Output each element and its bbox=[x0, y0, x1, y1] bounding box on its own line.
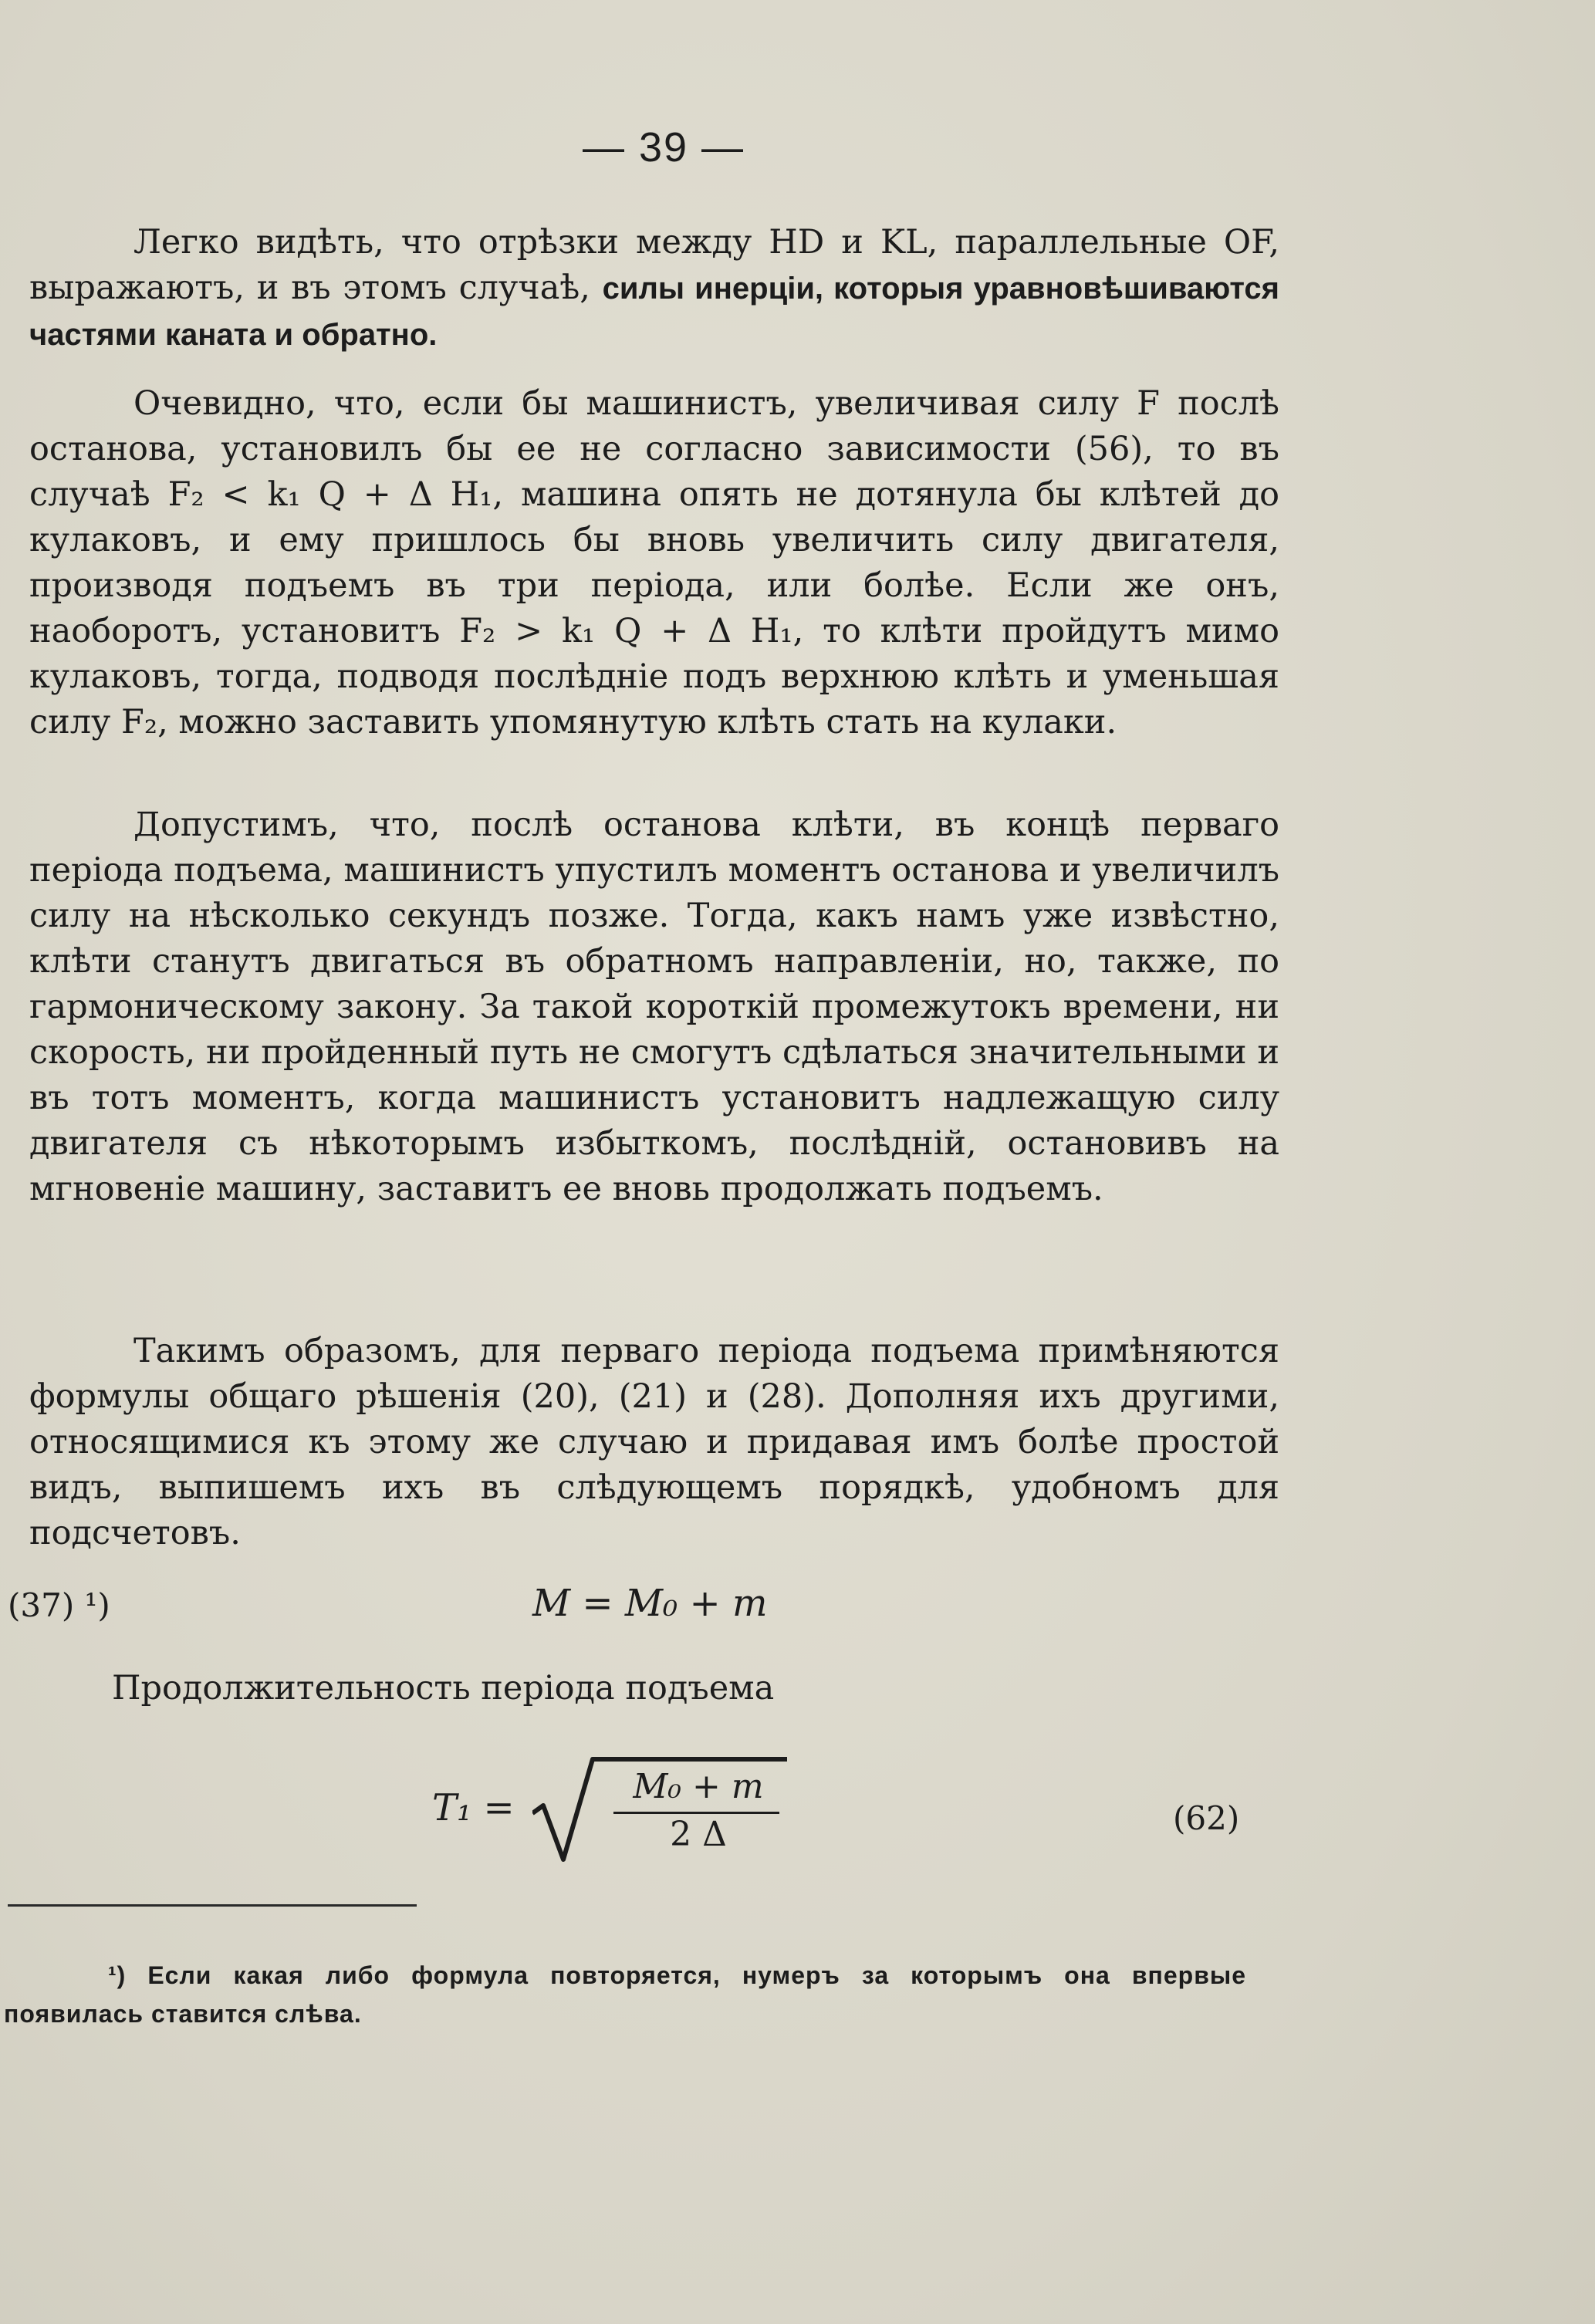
equation-37-formula: M = M₀ + m bbox=[532, 1582, 768, 1625]
footnote-separator bbox=[8, 1904, 417, 1907]
fraction-bar bbox=[613, 1812, 779, 1814]
paragraph-4 bbox=[29, 1329, 1279, 1556]
footnote: ¹) Если какая либо формула повторяется, нумеръ за которымъ она впервые появилась ставится слѣва. bbox=[4, 1961, 1246, 2028]
paragraph-2-text: Очевидно, что, если бы машинистъ, увеличивая силу F послѣ останова, установилъ бы ее не согласно зависимости (56), то въ случаѣ F₂ < k₁ Q + Δ H₁, машина опять не дотянула бы клѣтей до кулаковъ, и ему пришлось бы вновь увеличить силу двигателя, производя подъемъ въ три періода, или болѣе. Если же онъ, наоборотъ, установитъ F₂ > k₁ Q + Δ H₁, то клѣти пройдутъ мимо кулаковъ, тогда, подводя послѣдніе подъ верхнюю клѣть и уменьшая силу F₂, можно заставить упомянутую клѣть стать на кулаки. bbox=[29, 384, 1279, 741]
paragraph-1-bold-text: силы инерціи, которыя уравновѣшиваются частями каната и обратно. bbox=[29, 272, 1279, 352]
equation-62-lhs: T₁ = bbox=[432, 1786, 515, 1829]
page-number: — 39 — bbox=[582, 124, 745, 171]
paragraph-1 bbox=[29, 220, 1279, 358]
fraction-numerator: M₀ + m bbox=[633, 1767, 764, 1806]
paragraph-4-text: Такимъ образомъ, для перваго періода подъема примѣняются формулы общаго рѣшенія (20), (21) и (28). Дополняя ихъ другими, относящимися къ этому же случаю и придавая имъ болѣе простой видъ, выпишемъ ихъ въ слѣдующемъ порядкѣ, удобномъ для подсчетовъ. bbox=[29, 1332, 1279, 1552]
paragraph-1-text: Легко видѣть, что отрѣзки между HD и KL, параллельные OF, выражаютъ, и въ этомъ случаѣ, bbox=[29, 223, 1279, 307]
equation-37-number: (37) ¹) bbox=[8, 1586, 110, 1624]
equation-62-number: (62) bbox=[1173, 1799, 1240, 1837]
paragraph-3-text: Допустимъ, что, послѣ останова клѣти, въ концѣ перваго періода подъема, машинистъ упустилъ моментъ останова и увеличилъ силу на нѣсколько секундъ позже. Тогда, какъ намъ уже извѣстно, клѣти станутъ двигаться въ обратномъ направленіи, но, также, по гармоническому закону. За такой короткій промежутокъ времени, ни скорость, ни пройденный путь не смогутъ сдѣлаться значительными и въ тотъ моментъ, когда машинистъ установитъ надлежащую силу двигателя съ нѣкоторымъ избыткомъ, послѣдній, остановивъ на мгновеніе машину, заставитъ ее вновь продолжать подъемъ. bbox=[29, 806, 1279, 1208]
paragraph-2 bbox=[29, 381, 1279, 745]
paragraph-3 bbox=[29, 802, 1279, 1212]
fraction-denominator: 2 Δ bbox=[670, 1815, 727, 1854]
section-caption: Продолжительность періода подъема bbox=[112, 1669, 775, 1708]
